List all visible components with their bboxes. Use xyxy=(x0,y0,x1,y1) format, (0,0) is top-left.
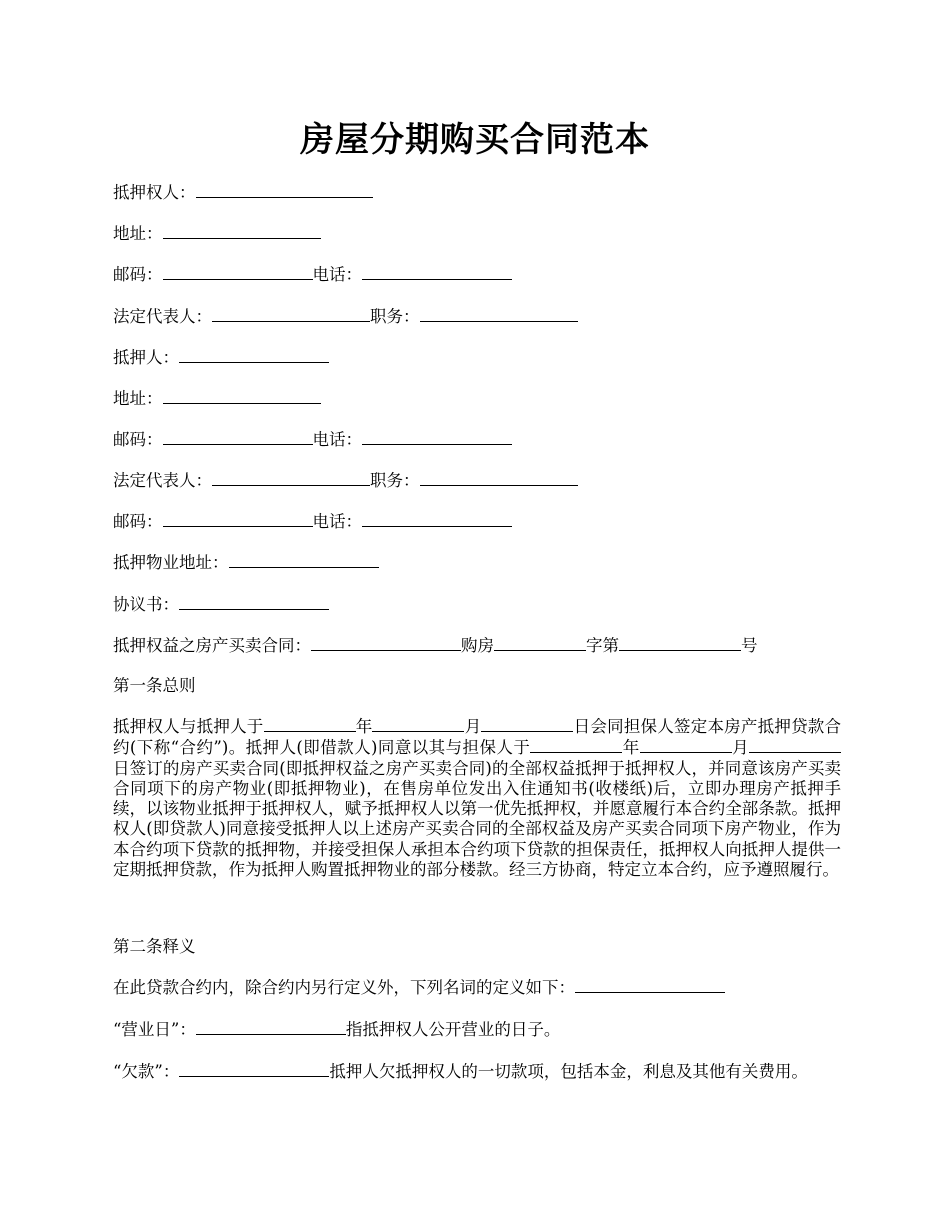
field-label: 抵押物业地址： xyxy=(113,553,229,572)
field-legal-rep-2 xyxy=(113,470,578,491)
field-label: 号 xyxy=(741,636,758,655)
field-label: 职务： xyxy=(370,307,420,326)
blank-line xyxy=(179,347,329,363)
field-label: 协议书： xyxy=(113,595,179,614)
definition-business-day: “营业日”： 指抵押权人公开营业的日子。 xyxy=(113,1020,561,1039)
article-1-body: 抵押权人与抵押人于 年 月 日会同担保人签定本房产抵押贷款合约(下称“合约”)。抵押人(即借款人)同意以其与担保人于 年 月日签订的房产买卖合同(即抵押权益之房产买卖合同)的全部权益抵押于抵押权人，并同意该房产买卖合同项下的房产物业(即抵押物业)，在售房单位发出入住通知书(收楼纸)后，立即办理房产抵押手续，以该物业抵押于抵押权人，赋予抵押权人以第一优先抵押权，并愿意履行本合约全部条款。抵押权人(即贷款人)同意接受抵押人以上述房产买卖合同的全部权益及房产买卖合同项下房产物业，作为本合约项下贷款的抵押物，并接受担保人承担本合约项下贷款的担保责任，抵押权人向抵押人提供一定期抵押贷款，作为抵押人购置抵押物业的部分楼款。经三方协商，特定立本合约，应予遵照履行。 xyxy=(113,717,842,880)
field-label: 电话： xyxy=(312,430,362,449)
blank-line xyxy=(372,716,464,732)
field-postcode-phone-3 xyxy=(113,511,512,532)
blank-line xyxy=(163,429,313,445)
field-label: 电话： xyxy=(312,512,362,531)
blank-line xyxy=(481,716,573,732)
blank-line xyxy=(179,594,329,610)
blank-line xyxy=(575,977,725,993)
field-property-address xyxy=(113,552,379,573)
field-label: 地址： xyxy=(113,224,163,243)
blank-line xyxy=(212,306,370,322)
blank-line xyxy=(196,1019,346,1035)
blank-line xyxy=(163,511,313,527)
field-label: 电话： xyxy=(312,265,362,284)
blank-line xyxy=(494,635,586,651)
definition-debt: “欠款”： 抵押人欠抵押权人的一切款项，包括本金，利息及其他有关费用。 xyxy=(113,1062,808,1081)
field-address-2 xyxy=(113,388,321,409)
field-label: 法定代表人： xyxy=(113,471,212,490)
field-label: 购房 xyxy=(461,636,494,655)
field-label: 字第 xyxy=(586,636,619,655)
blank-line xyxy=(179,1061,329,1077)
blank-line xyxy=(362,511,512,527)
blank-line xyxy=(229,552,379,568)
field-address-1 xyxy=(113,223,321,244)
field-legal-rep-1 xyxy=(113,306,578,327)
blank-line xyxy=(212,470,370,486)
blank-line xyxy=(362,429,512,445)
blank-line xyxy=(530,737,622,753)
field-label: 邮码： xyxy=(113,265,163,284)
field-label: 地址： xyxy=(113,389,163,408)
blank-line xyxy=(749,737,841,753)
blank-line xyxy=(264,716,356,732)
blank-line xyxy=(420,470,578,486)
blank-line xyxy=(311,635,461,651)
blank-line xyxy=(163,223,321,239)
article-1-heading: 第一条总则 xyxy=(113,676,196,695)
field-mortgagee xyxy=(113,182,373,203)
blank-line xyxy=(196,182,373,198)
field-mortgagor xyxy=(113,347,329,368)
blank-line xyxy=(163,264,313,280)
document-title: 房屋分期购买合同范本 xyxy=(300,120,650,160)
blank-line xyxy=(420,306,578,322)
article-2-intro: 在此贷款合约内，除合约内另行定义外，下列名词的定义如下： xyxy=(113,977,725,998)
blank-line xyxy=(619,635,741,651)
field-label: 抵押权人： xyxy=(113,183,196,202)
field-label: 抵押人： xyxy=(113,348,179,367)
field-label: 邮码： xyxy=(113,512,163,531)
field-label: 法定代表人： xyxy=(113,307,212,326)
article-2-heading: 第二条释义 xyxy=(113,937,196,956)
field-purchase-contract xyxy=(113,635,758,656)
blank-line xyxy=(163,388,321,404)
field-agreement xyxy=(113,594,329,615)
field-postcode-phone-1 xyxy=(113,264,512,285)
blank-line xyxy=(362,264,512,280)
field-label: 抵押权益之房产买卖合同： xyxy=(113,636,311,655)
field-label: 职务： xyxy=(370,471,420,490)
field-postcode-phone-2 xyxy=(113,429,512,450)
blank-line xyxy=(640,737,732,753)
field-label: 邮码： xyxy=(113,430,163,449)
